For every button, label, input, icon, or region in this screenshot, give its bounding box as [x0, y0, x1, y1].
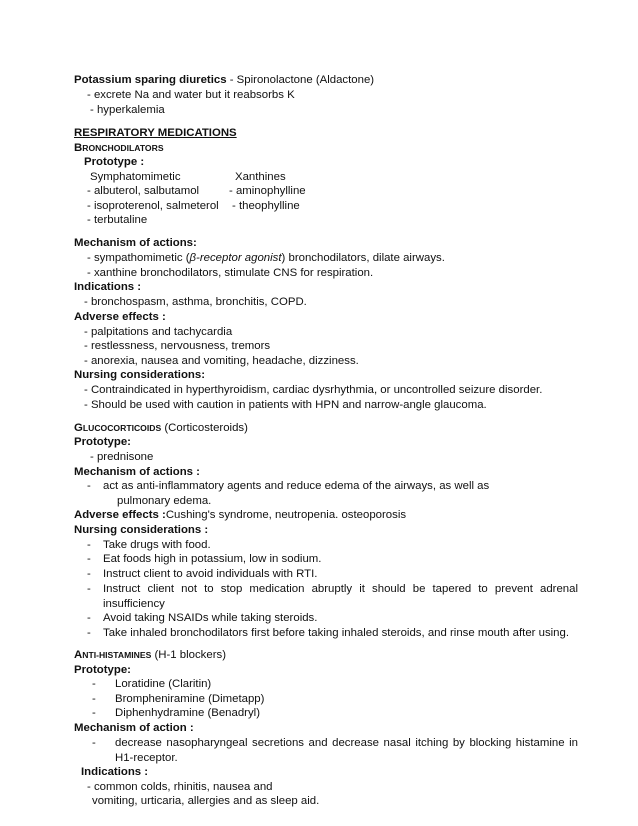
- gluco-moa-label: Mechanism of actions :: [74, 466, 200, 478]
- diuretics-point-2: - hyperkalemia: [90, 104, 165, 116]
- gluco-nursing-item: Instruct client to avoid individuals with RTI.: [103, 568, 318, 580]
- antihist-prototype-item: Diphenhydramine (Benadryl): [115, 707, 260, 719]
- xanthines-item-1: - aminophylline: [229, 185, 306, 197]
- bronch-moa-2: - xanthine bronchodilators, stimulate CNS for respiration.: [87, 267, 374, 279]
- gluco-moa-1b: pulmonary edema.: [117, 495, 212, 507]
- gluco-prototype-label: Prototype:: [74, 436, 131, 448]
- gluco-nursing-item: Eat foods high in potassium, low in sodium.: [103, 553, 322, 565]
- bronch-nursing-label: Nursing considerations:: [74, 369, 206, 381]
- antihist-moa-1: decrease nasopharyngeal secretions and decrease nasal itching by blocking histamine in: [115, 737, 578, 749]
- diuretics-point-1: - excrete Na and water but it reabsorbs K: [87, 89, 295, 101]
- antihist-moa-label: Mechanism of action :: [74, 722, 194, 734]
- gluco-nursing-dash: -: [87, 627, 91, 639]
- antihist-prototype-label: Prototype:: [74, 664, 131, 676]
- antihist-dash: -: [92, 737, 96, 749]
- bronch-adverse-1: - palpitations and tachycardia: [84, 326, 233, 338]
- diuretics-line: [74, 73, 374, 88]
- gluco-prototype-1: - prednisone: [90, 451, 154, 463]
- sympathomimetic-item-2: - isoproterenol, salmeterol: [87, 200, 219, 212]
- xanthines-item-2: - theophylline: [232, 200, 300, 212]
- antihist-indications-2: vomiting, urticaria, allergies and as sleep aid.: [92, 795, 320, 807]
- gluco-moa-1: act as anti-inflammatory agents and reduce edema of the airways, as well as: [103, 480, 490, 492]
- sympathomimetic-header: Symphatomimetic: [90, 171, 181, 183]
- bronch-prototype-label: Prototype :: [84, 156, 145, 168]
- antihist-prototype-item: Brompheniramine (Dimetapp): [115, 693, 265, 705]
- bronch-adverse-3: - anorexia, nausea and vomiting, headache, dizziness.: [84, 355, 359, 367]
- gluco-nursing-dash: -: [87, 568, 91, 580]
- bronch-adverse-label: Adverse effects :: [74, 311, 166, 323]
- diuretics-title-rest: - Spironolactone (Aldactone): [226, 74, 375, 86]
- bronch-moa-label: Mechanism of actions:: [74, 237, 197, 249]
- gluco-nursing-label: Nursing considerations :: [74, 524, 209, 536]
- bronch-nursing-1: - Contraindicated in hyperthyroidism, cardiac dysrhythmia, or uncontrolled seizure disorder.: [84, 384, 543, 396]
- gluco-adverse-line: Adverse effects :Cushing's syndrome, neutropenia. osteoporosis: [74, 509, 407, 521]
- antihistamines-heading: ANTI-HISTAMINES (H-1 blockers): [74, 649, 226, 661]
- antihist-moa-1b: H1-receptor.: [115, 752, 178, 764]
- bronch-nursing-2: - Should be used with caution in patients with HPN and narrow-angle glaucoma.: [84, 399, 487, 411]
- bronchodilators-heading: BRONCHODILATORS: [74, 142, 164, 154]
- gluco-nursing-item: Take drugs with food.: [103, 539, 211, 551]
- antihist-indications-1: - common colds, rhinitis, nausea and: [87, 781, 273, 793]
- bronch-moa-1: - sympathomimetic (β-receptor agonist) bronchodilators, dilate airways.: [87, 252, 445, 264]
- bronch-indications-1: - bronchospasm, asthma, bronchitis, COPD.: [84, 296, 307, 308]
- gluco-nursing-item: Take inhaled bronchodilators first before taking inhaled steroids, and rinse mouth after using.: [103, 627, 570, 639]
- xanthines-header: Xanthines: [235, 171, 286, 183]
- antihist-indications-label: Indications :: [81, 766, 149, 778]
- gluco-nursing-item: Instruct client not to stop medication abruptly it should be tapered to prevent adrenal: [103, 583, 578, 595]
- antihist-dash: -: [92, 707, 96, 719]
- gluco-nursing-dash: -: [87, 553, 91, 565]
- sympathomimetic-item-1: - albuterol, salbutamol: [87, 185, 200, 197]
- sympathomimetic-item-3: - terbutaline: [87, 214, 148, 226]
- gluco-nursing-dash: -: [87, 539, 91, 551]
- respiratory-heading: RESPIRATORY MEDICATIONS: [74, 127, 237, 139]
- gluco-nursing-dash: -: [87, 612, 91, 624]
- gluco-nursing-item-4b: insufficiency: [103, 598, 165, 610]
- diuretics-title: Potassium sparing diuretics: [74, 74, 227, 86]
- antihist-dash: -: [92, 678, 96, 690]
- gluco-nursing-item: Avoid taking NSAIDs while taking steroids.: [103, 612, 318, 624]
- glucocorticoids-heading: GLUCOCORTICOIDS (Corticosteroids): [74, 422, 248, 434]
- gluco-moa-dash: -: [87, 480, 91, 492]
- gluco-nursing-dash: -: [87, 583, 91, 595]
- bronch-adverse-2: - restlessness, nervousness, tremors: [84, 340, 271, 352]
- antihist-prototype-item: Loratidine (Claritin): [115, 678, 212, 690]
- bronch-indications-label: Indications :: [74, 281, 142, 293]
- antihist-dash: -: [92, 693, 96, 705]
